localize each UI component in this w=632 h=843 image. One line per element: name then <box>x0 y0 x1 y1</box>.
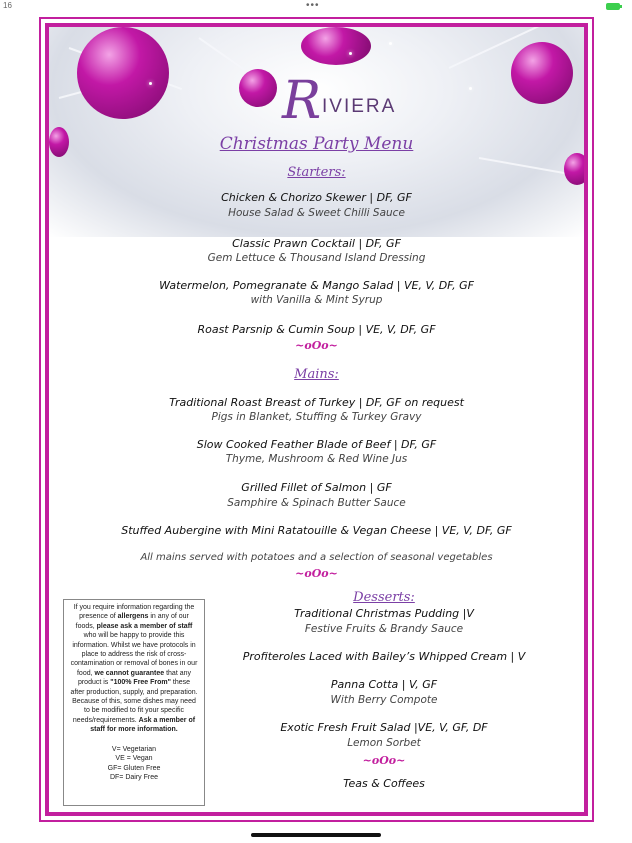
starter-3-name: Watermelon, Pomegranate & Mango Salad | VE, V, DF, GF <box>159 279 474 292</box>
status-time: 16 <box>3 1 12 10</box>
more-dots-icon[interactable]: ••• <box>306 0 320 11</box>
teas-coffees: Teas & Coffees <box>343 777 425 790</box>
christmas-header-image <box>49 27 584 237</box>
dessert-1-name: Traditional Christmas Pudding |V <box>294 607 474 620</box>
main-2-desc: Thyme, Mushroom & Red Wine Jus <box>225 453 408 465</box>
dessert-4-name: Exotic Fresh Fruit Salad |VE, V, GF, DF <box>280 721 488 734</box>
desserts-heading: Desserts: <box>353 590 415 605</box>
legend-df: DF= Dairy Free <box>109 773 159 781</box>
dessert-4-desc: Lemon Sorbet <box>347 737 421 749</box>
allergen-text: If you require information regarding the presence of allergens in any of our foods, please ask a member of staff who will be happy to provide this information. Whilst we have protocols in place to address the risk of cross-contamination or removal of bones in our food, we cannot guarantee that any product is "100% Free From" these after production, supply, and preparation. Because of this, some dishes may need to be modified to fit your specific needs/requirements. Ask a member of staff for more information. <box>70 604 198 734</box>
legend-v: V= Vegetarian <box>111 745 157 753</box>
status-bar <box>0 0 632 14</box>
mains-note: All mains served with potatoes and a selection of seasonal vegetables <box>140 552 493 563</box>
home-indicator[interactable] <box>251 833 381 837</box>
main-3-name: Grilled Fillet of Salmon | GF <box>241 481 392 494</box>
main-2-name: Slow Cooked Feather Blade of Beef | DF, GF <box>196 438 437 451</box>
section-divider: ~oOo~ <box>362 754 406 767</box>
main-4-name: Stuffed Aubergine with Mini Ratatouille & Vegan Cheese | VE, V, DF, GF <box>121 524 512 537</box>
main-1-desc: Pigs in Blanket, Stuffing & Turkey Gravy <box>211 411 422 423</box>
starter-1-desc: House Salad & Sweet Chilli Sauce <box>228 207 405 219</box>
menu-card: R IVIERA Christmas Party Menu Starters: Chicken & Chorizo Skewer | DF, GF House Salad & Sweet Chilli Sauce Classic Prawn Cocktail | DF, GF Gem Lettuce & Thousand Island Dressing Watermelon, Pomegranate & Mango Salad | VE, V, DF, GF with Vanilla & Mint Syrup Roast Parsnip & Cumin Soup | VE, V, DF, GF ~oOo~ Mains: Traditional Roast Breast of Turkey | DF, GF on request Pigs in Blanket, Stuffing & Turkey Gravy Slow Cooked Feather Blade of Beef | DF, GF Thyme, Mushroom & Red Wine Jus Grilled Fillet of Salmon | GF Samphire & Spinach Butter Sauce Stuffed Aubergine with Mini Ratatouille & Vegan Cheese | VE, V, DF, GF All mains served with potatoes and a selection of seasonal vegetables ~oOo~ If you require information regarding the presence of allergens in any of our foods, please ask a member of staff who will be happy to provide this information. Whilst we have protocols in place to address the risk of cross-contamination or removal of bones in our food, we cannot guarantee that any product is "100% Free From" these after production, supply, and preparation. Because of this, some dishes may need to be modified to fit your specific needs/requirements. Ask a member of staff for more information. V= Vegetarian VE = Vegan GF= Gluten Free DF= Dairy Free Desserts: Traditional Christmas Pudding |V Festive Fruits & Brandy Sauce Profiteroles Laced with Bailey’s Whipped Cream | V Panna Cotta | V, GF With Berry Compote Exotic Fresh Fruit Salad |VE, V, GF, DF Lemon Sorbet ~oOo~ Teas & Coffees <box>45 23 588 816</box>
dessert-1-desc: Festive Fruits & Brandy Sauce <box>304 623 464 635</box>
main-3-desc: Samphire & Spinach Butter Sauce <box>227 497 406 509</box>
battery-icon <box>606 3 620 10</box>
dessert-3-name: Panna Cotta | V, GF <box>330 678 438 691</box>
legend-gf: GF= Gluten Free <box>107 764 161 772</box>
section-divider: ~oOo~ <box>295 567 338 580</box>
starter-2-name: Classic Prawn Cocktail | DF, GF <box>232 237 401 250</box>
bauble-icon <box>77 27 169 119</box>
bauble-icon <box>239 69 277 107</box>
mains-heading: Mains: <box>294 367 339 382</box>
bauble-icon <box>301 27 371 65</box>
menu-title: Christmas Party Menu <box>219 134 414 154</box>
section-divider: ~oOo~ <box>295 339 338 352</box>
starter-4-name: Roast Parsnip & Cumin Soup | VE, V, DF, GF <box>197 323 436 336</box>
legend-ve: VE = Vegan <box>115 755 153 763</box>
starter-2-desc: Gem Lettuce & Thousand Island Dressing <box>207 252 426 264</box>
dessert-2-name: Profiteroles Laced with Bailey’s Whipped Cream | V <box>242 650 526 663</box>
allergen-notice <box>63 599 205 806</box>
starters-heading: Starters: <box>287 165 346 180</box>
main-1-name: Traditional Roast Breast of Turkey | DF, GF on request <box>169 396 464 409</box>
bauble-icon <box>511 42 573 104</box>
dessert-3-desc: With Berry Compote <box>330 694 438 706</box>
starter-1-name: Chicken & Chorizo Skewer | DF, GF <box>221 191 412 204</box>
starter-3-desc: with Vanilla & Mint Syrup <box>250 294 383 306</box>
